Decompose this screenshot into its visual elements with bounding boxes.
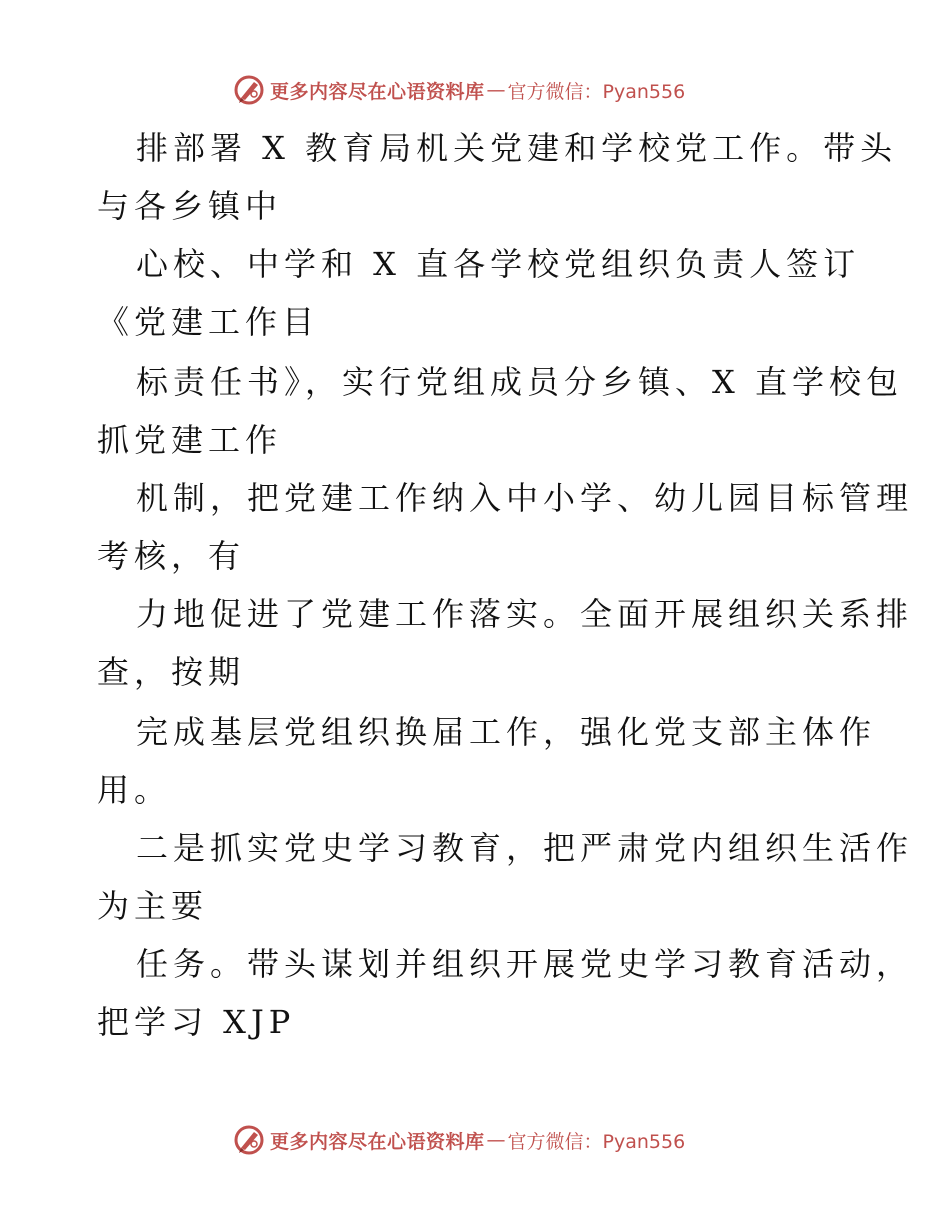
watermark-separator: — [486, 79, 506, 101]
text-line: 心校、中学和 X 直各学校党组织负责人签订 [136, 245, 861, 283]
watermark-separator: — [486, 1129, 506, 1151]
watermark-wechat: 官方微信：Pyan556 [507, 80, 686, 103]
text-line: 力地促进了党建工作落实。全面开展组织关系排 [136, 595, 914, 633]
text-line: 《党建工作目 [97, 303, 320, 341]
text-line: 查，按期 [97, 653, 246, 691]
text-line: 考核，有 [97, 537, 246, 575]
text-line: 把学习 XJP [97, 1003, 296, 1041]
text-line: 标责任书》，实行党组成员分乡镇、X 直学校包 [136, 363, 903, 401]
watermark-wechat: 官方微信：Pyan556 [507, 1130, 686, 1153]
text-line: 与各乡镇中 [97, 187, 283, 225]
text-line: 二是抓实党史学习教育，把严肃党内组织生活作 [136, 829, 914, 867]
footer-watermark [232, 1122, 685, 1158]
pen-logo-icon [232, 73, 266, 107]
watermark-text: 更多内容尽在心语资料库 [270, 1130, 485, 1153]
text-line: 用。 [97, 771, 172, 809]
text-line: 排部署 X 教育局机关党建和学校党工作。带头 [136, 129, 898, 167]
text-line: 完成基层党组织换届工作，强化党支部主体作 [136, 713, 877, 751]
watermark-text: 更多内容尽在心语资料库 [270, 80, 485, 103]
text-line: 机制，把党建工作纳入中小学、幼儿园目标管理 [136, 479, 914, 517]
pen-logo-icon [232, 1123, 266, 1157]
text-line: 抓党建工作 [97, 421, 283, 459]
header-watermark [232, 72, 685, 108]
text-line: 为主要 [97, 887, 209, 925]
text-line: 任务。带头谋划并组织开展党史学习教育活动， [136, 945, 914, 983]
